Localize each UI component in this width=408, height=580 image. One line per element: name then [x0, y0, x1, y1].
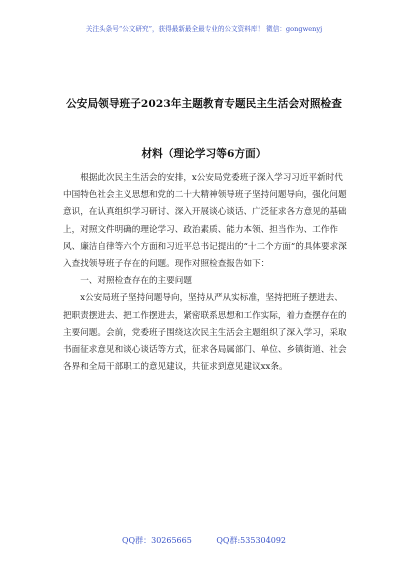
- body-paragraph-problems: x公安局班子坚持问题导向，坚持从严从实标准，坚持把班子摆进去、把职责摆进去、把工作摆进去，紧密联系思想和工作实际，着力查摆存在的主要问题。会前，党委班子围绕这次民主生活会主题组织了深入学习，采取书面征求意见和谈心谈话等方式，征求各局属部门、单位、乡镇街道、社会各界和全局干部职工的意见建议，共征求到意见建议xx条。: [63, 293, 347, 373]
- header-banner: 关注头条号“公文研究”，获得最新最全最专业的公文资料库！ 微信：gongwenyj: [85, 25, 323, 33]
- footer-qq-group-1: QQ群：30265665: [121, 536, 192, 545]
- document-title-line2: 材料（理论学习等6方面）: [141, 148, 267, 160]
- body-paragraph-intro: 根据此次民主生活会的安排，x公安局党委班子深入学习习近平新时代中国特色社会主义思想和党的二十大精神领导班子坚持问题导向，强化问题意识，在认真组织学习研讨、深入开展谈心谈话、广泛征求各方意见的基础上，对照文件明确的理论学习、政治素质、能力本领、担当作为、工作作风、廉洁自律等六个方面和习近平总书记提出的“十二个方面”的具体要求深入查找领导班子存在的问题。现作对照检查报告如下：: [63, 173, 347, 270]
- document-body: [63, 170, 347, 376]
- section-heading-main-problems: 一、对照检查存在的主要问题: [80, 276, 192, 287]
- document-title-line1: 公安局领导班子2023年主题教育专题民主生活会对照检查: [66, 98, 342, 110]
- footer-banner: [0, 535, 408, 546]
- footer-qq-group-2: QQ群:535304092: [216, 536, 286, 545]
